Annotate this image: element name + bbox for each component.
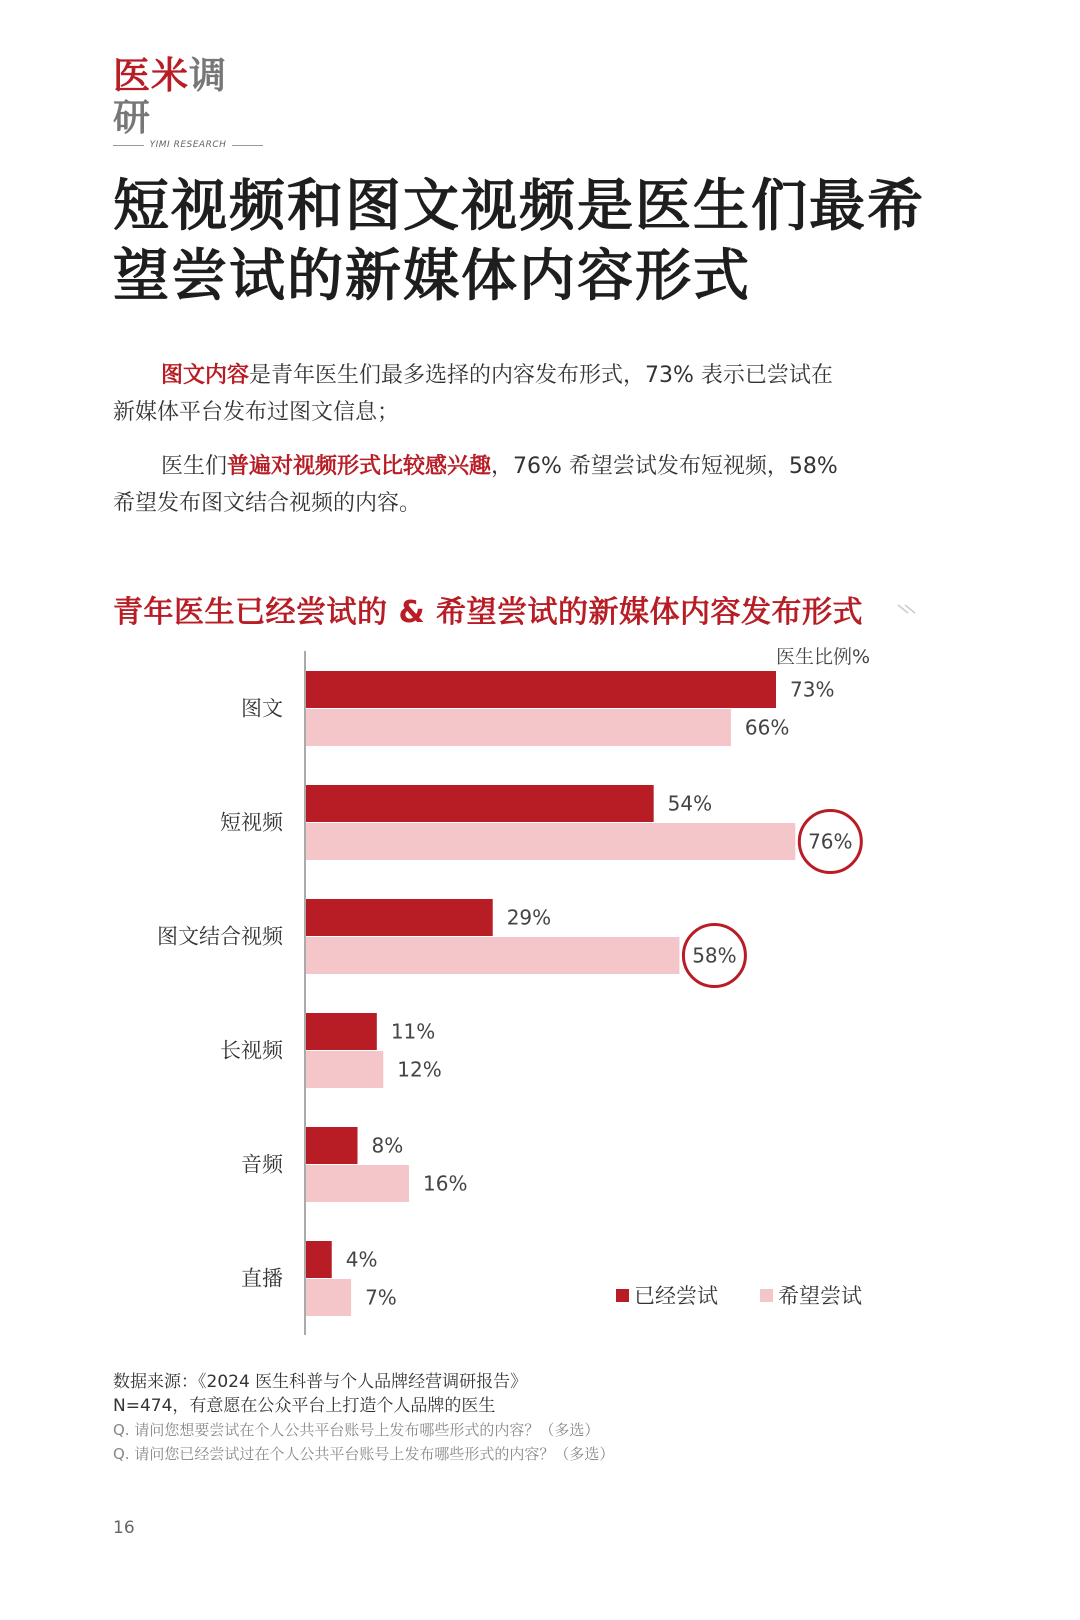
bar-want [306, 937, 679, 974]
value-label: 73% [790, 677, 835, 702]
value-label: 4% [345, 1247, 378, 1272]
paragraph-2-text1: ，76% 希望尝试发布短视频，58% [491, 454, 838, 479]
value-label: 29% [506, 905, 552, 930]
footer [113, 1370, 973, 1466]
legend-swatch [760, 1289, 773, 1302]
value-label: 54% [667, 791, 713, 816]
chart-title: 青年医生已经尝试的 & 希望尝试的新媒体内容发布形式 [113, 595, 864, 630]
value-label: 11% [390, 1019, 436, 1044]
category-label: 直播 [241, 1266, 283, 1291]
bar-want [306, 1051, 383, 1088]
chart-unit-label: 医生比例% [776, 646, 871, 668]
logo-text-red: 医米 [113, 54, 189, 97]
legend-label: 希望尝试 [778, 1284, 862, 1308]
paragraph-1-text1: 是青年医生们最多选择的内容发布形式，73% 表示已尝试在 [249, 363, 833, 388]
footer-question-2: Q. 请问您已经尝试过在个人公共平台账号上发布哪些形式的内容？（多选） [113, 1445, 615, 1463]
category-label: 音频 [241, 1152, 283, 1177]
footer-source: 数据来源：《2024 医生科普与个人品牌经营调研报告》 [113, 1372, 528, 1392]
paragraph-1-highlight: 图文内容 [161, 363, 250, 388]
footer-question-1: Q. 请问您想要尝试在个人公共平台账号上发布哪些形式的内容？（多选） [113, 1421, 600, 1439]
paragraph-1-text2: 新媒体平台发布过图文信息； [113, 400, 400, 425]
bar-want [306, 709, 731, 746]
value-label: 16% [423, 1171, 468, 1196]
page-number: 16 [113, 1518, 135, 1538]
category-label: 短视频 [220, 810, 283, 835]
bar-tried [306, 671, 776, 708]
bar-want [306, 1165, 409, 1202]
paragraph-2-highlight: 普遍对视频形式比较感兴趣 [227, 454, 492, 479]
page-title-line1: 短视频和图文视频是医生们最希 [113, 174, 925, 239]
paragraph-2-text2: 希望发布图文结合视频的内容。 [113, 491, 422, 516]
value-label: 66% [744, 715, 790, 740]
bar-tried [306, 899, 493, 936]
bar-want [306, 1279, 351, 1316]
legend-label: 已经尝试 [634, 1284, 718, 1308]
bar-tried [306, 1013, 377, 1050]
bar-tried [306, 785, 654, 822]
value-label: 76% [808, 829, 853, 854]
paragraph-2-prefix: 医生们 [161, 454, 228, 479]
value-label: 8% [371, 1133, 404, 1158]
bar-want [306, 823, 795, 860]
bar-tried [306, 1241, 332, 1278]
value-label: 58% [692, 943, 737, 968]
page-title-line2: 望尝试的新媒体内容形式 [113, 244, 751, 309]
logo-subtitle-text: YIMI RESEARCH [149, 140, 227, 150]
legend-swatch [616, 1289, 629, 1302]
value-label: 7% [365, 1285, 397, 1310]
bar-tried [306, 1127, 358, 1164]
footer-sample: N=474，有意愿在公众平台上打造个人品牌的医生 [113, 1396, 496, 1416]
logo-text-gray: 调研 [113, 54, 227, 139]
value-label: 12% [397, 1057, 442, 1082]
category-label: 长视频 [220, 1038, 283, 1063]
category-label: 图文 [241, 696, 283, 721]
category-label: 图文结合视频 [157, 924, 283, 949]
